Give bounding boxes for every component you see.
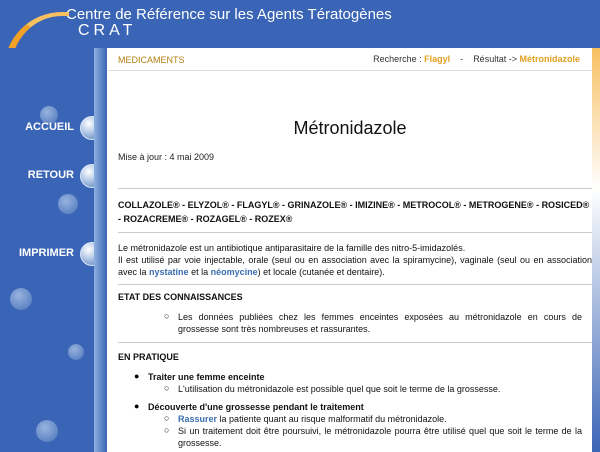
search-label: Recherche : (373, 54, 422, 64)
section-pratique-title: EN PRATIQUE (118, 352, 179, 362)
pratique-item1-text: L'utilisation du métronidazole est possible quel que soit le terme de la grossesse. (178, 384, 501, 394)
nav-retour-label[interactable]: RETOUR (27, 169, 74, 181)
brand-list: COLLAZOLE® - ELYZOL® - FLAGYL® - GRINAZOLE® - IMIZINE® - METROCOL® - METROGENE® - ROSICED® - ROZACREME® - ROZAGEL® - ROZEX® (118, 200, 590, 224)
nystatine-link[interactable]: nystatine (149, 267, 189, 277)
rassurer-link[interactable]: Rassurer (178, 414, 218, 424)
decorative-bubble (36, 420, 58, 442)
breadcrumb-section[interactable]: MEDICAMENTS (118, 55, 185, 65)
pratique-item2-text-2: Si un traitement doit être poursuivi, le métronidazole pourra être utilisé quel que soit le terme de la grossesse. (178, 426, 582, 448)
divider (118, 342, 592, 343)
site-header (0, 0, 600, 48)
etat-bullet-text: Les données publiées chez les femmes enceintes exposées au métronidazole en cours de grossesse sont très nombreuses et rassurantes. (178, 312, 582, 334)
nav-imprimer[interactable] (0, 242, 108, 268)
nav-accueil[interactable] (0, 116, 108, 142)
update-date: Mise à jour : 4 mai 2009 (118, 152, 215, 162)
disc-bullet-icon: ● (134, 371, 140, 381)
top-bar (108, 48, 592, 71)
circle-bullet-icon: ○ (164, 383, 170, 393)
sidebar-border (94, 48, 107, 452)
result-label: Résultat -> (473, 54, 517, 64)
result-term-link[interactable]: Métronidazole (519, 54, 580, 64)
disc-bullet-icon: ● (134, 401, 140, 411)
divider (118, 284, 592, 285)
right-border-decoration (592, 48, 600, 452)
decorative-bubble (68, 344, 84, 360)
pratique-item2-text-1 (178, 413, 582, 425)
page-title: Métronidazole (293, 118, 407, 138)
search-term-link[interactable]: Flagyl (424, 54, 451, 64)
pratique-item2-title: Découverte d'une grossesse pendant le traitement (148, 402, 364, 412)
section-etat-title: ETAT DES CONNAISSANCES (118, 292, 243, 302)
divider (118, 232, 592, 233)
circle-bullet-icon: ○ (164, 413, 170, 423)
intro-line-3: et la (191, 267, 209, 277)
intro-line-4: ) et locale (cutanée et dentaire). (257, 267, 385, 277)
divider (118, 188, 592, 189)
circle-bullet-icon: ○ (164, 425, 170, 435)
separator: - (460, 54, 464, 64)
site-title: Centre de Référence sur les Agents Tératogènes (66, 6, 392, 23)
intro-paragraph (118, 242, 592, 278)
neomycine-link[interactable]: néomycine (210, 267, 258, 277)
circle-bullet-icon: ○ (164, 311, 170, 321)
intro-line-2: Il est utilisé par voie injectable, orale (seul ou en association avec la spiramycine), vaginale (seul ou en association avec la (118, 255, 592, 277)
main-content (108, 48, 592, 452)
decorative-bubble (10, 288, 32, 310)
crat-logo[interactable]: CRAT (78, 22, 137, 39)
intro-line-1: Le métronidazole est un antibiotique antiparasitaire de la famille des nitro-5-imidazolés. (118, 243, 466, 253)
nav-accueil-label[interactable]: ACCUEIL (25, 121, 74, 133)
nav-retour[interactable] (0, 164, 108, 190)
search-summary (373, 54, 580, 64)
pratique-item2-sub1: la patiente quant au risque malformatif du métronidazole. (219, 414, 447, 424)
nav-imprimer-label[interactable]: IMPRIMER (19, 247, 74, 259)
pratique-item1-title: Traiter une femme enceinte (148, 372, 265, 382)
decorative-bubble (58, 194, 78, 214)
sidebar (0, 48, 107, 452)
